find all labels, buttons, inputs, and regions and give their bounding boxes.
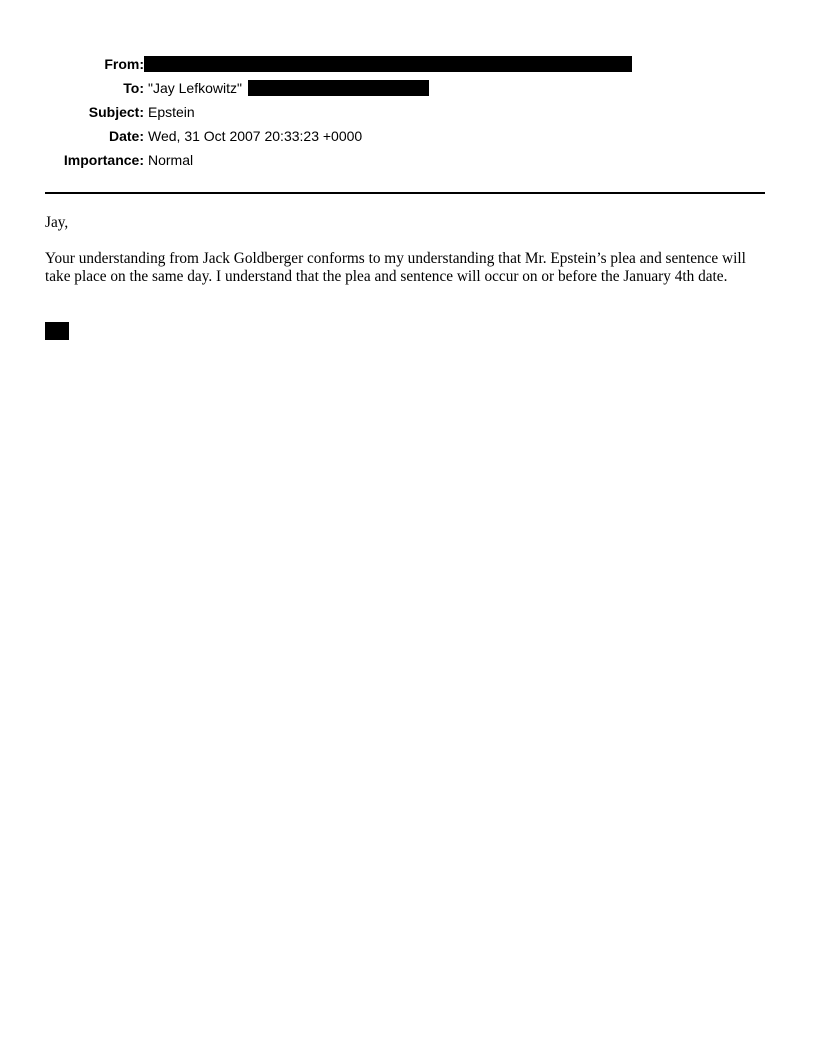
importance-value: Normal — [148, 152, 194, 168]
date-value: Wed, 31 Oct 2007 20:33:23 +0000 — [148, 128, 363, 144]
subject-label: Subject: — [88, 104, 144, 120]
greeting: Jay, — [45, 214, 69, 231]
from-row — [0, 52, 816, 76]
date-row — [0, 124, 816, 148]
importance-label: Importance: — [63, 152, 144, 168]
to-label: To: — [123, 80, 144, 96]
email-body — [45, 214, 767, 287]
subject-row — [0, 100, 816, 124]
importance-row — [0, 148, 816, 172]
body-paragraph: Your understanding from Jack Goldberger conforms to my understanding that Mr. Epstein’s plea and sentence will take place on the same day. I understand that the plea and sentence will occur on or before the January 4th date. — [45, 249, 746, 285]
to-value: "Jay Lefkowitz" — [148, 80, 242, 96]
to-value-wrap — [148, 76, 429, 100]
email-header — [0, 52, 816, 172]
from-redaction — [144, 56, 632, 72]
date-label: Date: — [108, 128, 144, 144]
subject-value: Epstein — [148, 104, 195, 120]
from-label: From: — [104, 56, 144, 72]
to-row — [0, 76, 816, 100]
to-redaction — [248, 80, 429, 96]
header-divider — [45, 192, 765, 194]
signature-redaction — [45, 322, 69, 340]
